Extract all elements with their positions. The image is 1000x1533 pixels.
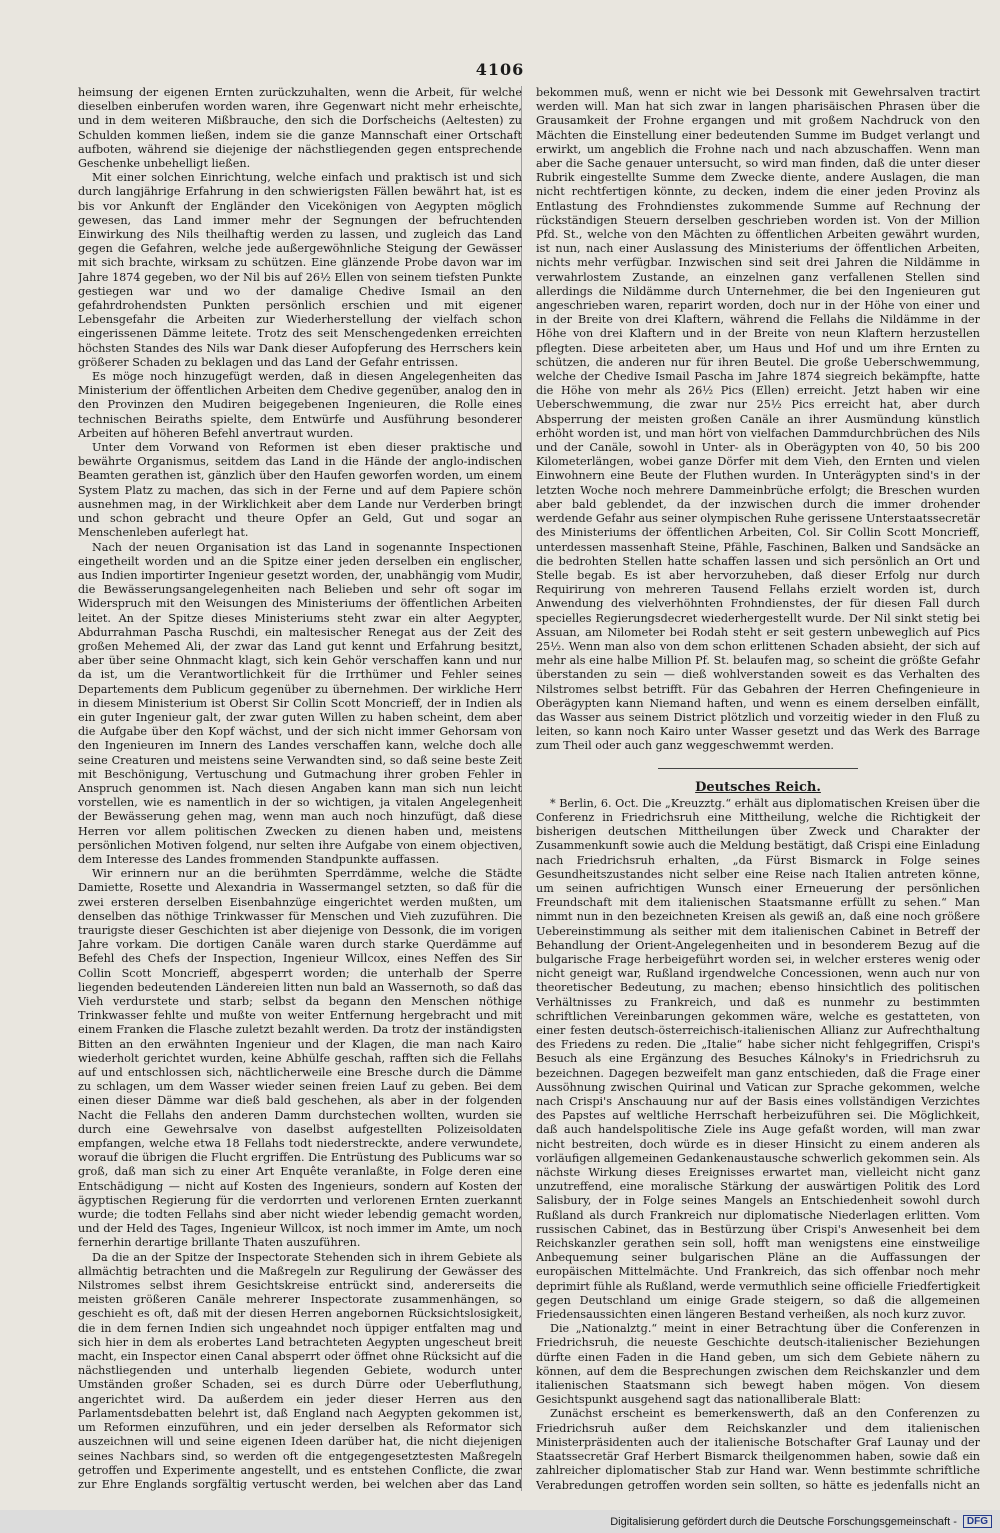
digitization-footer bbox=[0, 1510, 1000, 1533]
paragraph: bekommen muß, wenn er nicht wie bei Dessonk mit Gewehrsalven tractirt werden will. Man hat sich zwar in langen pharisäischen Phrasen über die Grausamkeit der Frohne ergangen und mit großem Nachdruck von den Mächten die Einstellung einer bedeutenden Summe im Budget verlangt und erwirkt, um angeblich die Frohne nach und nach abzuschaffen. Wenn man aber die Sache genauer untersucht, so wird man finden, daß die unter dieser Rubrik eingestellte Summe dem Zwecke diente, andere Auslagen, die man nicht rechtfertigen könnte, zu decken, indem die einer jeden Provinz als Entlastung des Frohndienstes zukommende Summe auf Rechnung der rückständigen Steuern derselben geschrieben worden ist. Von der Million Pfd. St., welche von den Mächten zu öffentlichen Arbeiten gewährt wurden, ist nun, nach einer Auslassung des Ministeriums der öffentlichen Arbeiten, nichts mehr verfügbar. Inzwischen sind seit drei Jahren die Nildämme in verwahrlostem Zustande, an einzelnen ganz verfallenen Stellen sind allerdings die Nildämme durch Unternehmer, die bei den Ingenieuren gut angeschrieben waren, reparirt worden, doch nur in der Höhe von einer und in der Breite von drei Klaftern, während die Fellahs die Nildämme in der Höhe von drei Klaftern und in der Breite von neun Klaftern herzustellen pflegten. Diese arbeiteten aber, um Haus und Hof und um ihre Ernten zu schützen, die anderen nur für ihren Beutel. Die große Ueberschwemmung, welche der Chedive Ismail Pascha im Jahre 1874 siegreich bekämpfte, hatte die Höhe von mehr als 26½ Pics (Ellen) erreicht. Jetzt haben wir eine Ueberschwemmung, die zwar nur 25½ Pics erreicht hat, aber durch Absperrung der meisten großen Canäle an ihrer Ausmündung künstlich erhöht worden ist, und man hört von vielfachen Dammdurchbrüchen des Nils und der Canäle, sowohl in Unter- als in Oberägypten von 40, 50 bis 200 Kilometerlängen, wobei ganze Dörfer mit dem Vieh, den Ernten und vielen Einwohnern eine Beute der Fluthen wurden. In Unterägypten sind's in der letzten Woche noch mehrere Dammeinbrüche erfolgt; die Breschen wurden aber bald geblendet, da der inzwischen durch die immer drohender werdende Gefahr aus seiner olympischen Ruhe gerissene Unterstaatssecretär des Ministeriums der öffentlichen Arbeiten, Col. Sir Collin Scott Moncrieff, unterdessen massenhaft Steine, Pfähle, Faschinen, Balken und Sandsäcke an die bedrohten Stellen hatte schaffen lassen und sich persönlich an Ort und Stelle begab. Es ist aber hervorzuheben, daß dieser Erfolg nur durch Requirirung von mehreren Tausend Fellahs erzielt worden ist, durch Anwendung des vielverhöhnten Frohndienstes, der für diesen Fall durch specielles Regierungsdecret wiederhergestellt wurde. Der Nil sinkt stetig bei Assuan, am Nilometer bei Rodah steht er seit gestern unbeweglich auf Pics 25½. Wenn man also von dem schon erlittenen Schaden absieht, der sich auf mehr als eine halbe Million Pf. St. belaufen mag, so scheint die größte Gefahr überstanden zu sein — dieß wohlverstanden soweit es das Verhalten des Nilstromes selbst betrifft. Für das Gebahren der Herren Chefingenieure in Oberägypten kann Niemand haften, und wenn es einem derselben einfällt, das Wasser aus seinem District plötzlich und vorzeitig wieder in den Fluß zu leiten, so kann noch Kairo unter Wasser gesetzt und das Werk des Barrage zum Theil oder auch ganz weggeschwemmt werden. bbox=[536, 86, 980, 753]
left-column bbox=[78, 86, 522, 1491]
paragraph: Es möge noch hinzugefügt werden, daß in diesen Angelegenheiten das Ministerium der öffentlichen Arbeiten dem Chedive gegenüber, analog den in den Provinzen den Mudiren beigegebenen Ingenieuren, die Rolle eines technischen Beiraths spielte, dem Entwürfe und Ausführung besonderer Arbeiten auf höheren Befehl anvertraut wurden. bbox=[78, 370, 522, 440]
dfg-logo: DFG bbox=[963, 1515, 992, 1528]
right-column bbox=[536, 86, 980, 1491]
section-title: Deutsches Reich. bbox=[695, 779, 821, 795]
paragraph: Die „Nationalztg.“ meint in einer Betrachtung über die Conferenzen in Friedrichsruh, die neueste Geschichte deutsch-italienischer Beziehungen dürfte einen Faden in die Hand geben, um sich dem Gebiete nähern zu können, auf dem die Besprechungen zwischen dem Reichskanzler und dem italienischen Staatsmann sich bewegt haben mögen. Von diesem Gesichtspunkt ausgehend sagt das nationalliberale Blatt: bbox=[536, 1322, 980, 1407]
paragraph: Mit einer solchen Einrichtung, welche einfach und praktisch ist und sich durch langjährige Erfahrung in den schwierigsten Fällen bewährt hat, ist es bis vor Ankunft der Engländer den Vicekönigen von Aegypten möglich gewesen, das Land immer mehr der Segnungen der befruchtenden Einwirkung des Nils theilhaftig werden zu lassen, und zugleich das Land gegen die Gefahren, welche jede außergewöhnliche Steigung der Gewässer mit sich brachte, wirksam zu schützen. Eine glänzende Probe davon war im Jahre 1874 gegeben, wo der Nil bis auf 26½ Ellen von seinem tiefsten Punkte gestiegen war und wo der damalige Chedive Ismail an den gefahrdrohendsten Punkten persönlich erschien und mit eigener Lebensgefahr die Arbeiten zur Wiederherstellung der vielfach schon eingerissenen Dämme leitete. Trotz des seit Menschengedenken erreichten höchsten Standes des Nils war Dank dieser Aufopferung des Herrschers kein größerer Schaden zu beklagen und das Land der Gefahr entrissen. bbox=[78, 171, 522, 369]
section-rule bbox=[658, 768, 858, 769]
footer-text: Digitalisierung gefördert durch die Deutsche Forschungsgemeinschaft - bbox=[610, 1515, 957, 1528]
paragraph: Da die an der Spitze der Inspectorate Stehenden sich in ihrem Gebiete als allmächtig betrachten und die Maßregeln zur Regulirung der Gewässer des Nilstromes selbst ihrem Gesichtskreise entrückt sind, andererseits die meisten größeren Canäle mehrerer Inspectorate zusammenhängen, so geschieht es oft, daß mit der diesen Herren angebornen Rücksichtslosigkeit, die in dem fernen Indien sich ungeahndet noch üppiger entfalten mag und sich hier in dem als erobertes Land betrachteten Aegypten ungescheut breit macht, ein Inspector einen Canal absperrt oder öffnet ohne Rücksicht auf die nächstliegenden und unterhalb liegenden Gebiete, wodurch unter Umständen großer Schaden, sei es durch Dürre oder Ueberfluthung, angerichtet wird. Da außerdem ein jeder dieser Herren aus den Parlamentsdebatten belehrt ist, daß England nach Aegypten gekommen ist, um Reformen einzuführen, und ein jeder derselben als Reformator sich auszeichnen will und seine eigenen Ideen darüber hat, die nicht diejenigen seines Nachbars sind, so werden oft die entgegengesetztesten Maßregeln getroffen und Experimente angestellt, und es entstehen Conflicte, die zwar zur Ehre Englands sorgfältig vertuscht werden, bei welchen aber das Land bbox=[78, 1250, 522, 1491]
paragraph: Unter dem Vorwand von Reformen ist eben dieser praktische und bewährte Organismus, seitdem das Land in die Hände der anglo-indischen Beamten gerathen ist, gänzlich über den Haufen geworfen worden, um einem System Platz zu machen, das sich in der Ferne und auf dem Papiere schön ausnehmen mag, in der Wirklichkeit aber dem Lande nur Verderben bringt und schon gebracht und theure Opfer an Geld, Gut und sogar an Menschenleben auferlegt hat. bbox=[78, 441, 522, 540]
paragraph: * Berlin, 6. Oct. Die „Kreuzztg.“ erhält aus diplomatischen Kreisen über die Conferenz in Friedrichsruh eine Mittheilung, welche die Richtigkeit der bisherigen deutschen Mittheilungen über Zweck und Charakter der Zusammenkunft sowie auch die Meldung bestätigt, daß Crispi eine Einladung nach Friedrichsruh erhalten, „da Fürst Bismarck in Folge seines Gesundheitszustandes nicht selber eine Reise nach Italien antreten könne, um seinen aufrichtigen Wunsch einer Erneuerung der persönlichen Freundschaft mit dem italienischen Staatsmanne erfüllt zu sehen.“ Man nimmt nun in den bezeichneten Kreisen als gewiß an, daß eine noch größere Uebereinstimmung als seither mit dem italienischen Cabinet in Betreff der Behandlung der Orient-Angelegenheiten und in besonderem Bezug auf die bulgarische Frage herbeigeführt worden sei, in welcher ersteres wenig oder nicht geneigt war, Rußland irgendwelche Concessionen, wenn auch nur von theoretischer Bedeutung, zu machen; ebenso hinsichtlich des politischen Verhältnisses zu Frankreich, und daß es nunmehr zu bestimmten schriftlichen Vereinbarungen gekommen wäre, welche es gestatteten, von einer festen deutsch-österreichisch-italienischen Allianz zur Aufrechthaltung des Friedens zu reden. Die „Italie“ habe sicher nicht fehlgegriffen, Crispi's Besuch als eine Ergänzung des Besuches Kálnoky's in Friedrichsruh zu bezeichnen. Dagegen bezweifelt man ganz entschieden, daß die Frage einer Aussöhnung zwischen Quirinal und Vatican zur Sprache gekommen, welche nach Crispi's Anschauung nur auf der Basis eines vollständigen Verzichtes des Papstes auf weltliche Herrschaft herbeizuführen sei. Die Möglichkeit, daß auch handelspolitische Ziele ins Auge gefaßt worden, will man zwar nicht bestreiten, doch würde es in dieser Hinsicht zu einem anderen als vorläufigen allgemeinen Gedankenaustausche schwerlich gekommen sein. Als nächste Wirkung dieses Ereignisses erwartet man, vielleicht nicht ganz unzutreffend, eine moralische Stärkung der auswärtigen Politik des Lord Salisbury, der in Folge seines Mangels an Entschiedenheit sowohl durch Rußland als durch Frankreich nur diplomatische Niederlagen erlitten. Vom russischen Cabinet, das in Bestürzung über Crispi's Anwesenheit bei dem Reichskanzler gerathen sein soll, hofft man wenigstens eine einstweilige Anbequemung seiner bulgarischen Pläne an die Auffassungen der europäischen Mittelmächte. Und Frankreich, das sich offenbar noch mehr deprimirt fühle als Rußland, werde vermuthlich seine officielle Friedfertigkeit gegen Deutschland um einige Grade steigern, so daß die allgemeinen Friedensaussichten einen längeren Bestand verheißen, als noch kurz zuvor. bbox=[536, 796, 980, 1322]
paragraph: heimsung der eigenen Ernten zurückzuhalten, wenn die Arbeit, für welche dieselben einberufen worden waren, ihre Gegenwart nicht mehr erheischte, und in dem weiteren Mißbrauche, den sich die Dorfscheichs (Aeltesten) zu Schulden kommen ließen, indem sie die ganze Mannschaft einer Ortschaft aufboten, während sie diejenige der nächstliegenden gegen entsprechende Geschenke unbehelligt ließen. bbox=[78, 86, 522, 171]
paragraph: Wir erinnern nur an die berühmten Sperrdämme, welche die Städte Damiette, Rosette und Alexandria in Wassermangel setzten, so daß für die zwei ersteren derselben Eisenbahnzüge eingerichtet werden mußten, um denselben das nöthige Trinkwasser für Menschen und Vieh zuzuführen. Die traurigste dieser Geschichten ist aber diejenige von Dessonk, die im vorigen Jahre vorkam. Die dortigen Canäle waren durch starke Querdämme auf Befehl des Chefs der Inspection, Ingenieur Willcox, eines Neffen des Sir Collin Scott Moncrieff, abgesperrt worden; die unterhalb der Sperre liegenden bedeutenden Ländereien litten nun bald an Wassernoth, so daß das Vieh verdurstete und starb; selbst da begann den Menschen nöthige Trinkwasser fehlte und mußte von weiter Entfernung hergebracht und mit einem Franken die Flasche zuletzt bezahlt werden. Da trotz der inständigsten Bitten an den erwähnten Ingenieur und der Klagen, die man nach Kairo wiederholt gerichtet wurden, keine Abhülfe geschah, rafften sich die Fellahs auf und entschlossen sich, nächtlicherweile eine Bresche durch die Dämme zu schlagen, um dem Wasser wieder seinen freien Lauf zu geben. Bei dem einen dieser Dämme war dieß bald geschehen, als aber in der folgenden Nacht die Fellahs den anderen Damm durchstechen wollten, wurden sie durch eine Gewehrsalve von daselbst aufgestellten Polizeisoldaten empfangen, welche etwa 18 Fellahs todt niederstreckte, andere verwundete, worauf die übrigen die Flucht ergriffen. Die Entrüstung des Publicums war so groß, daß man sich zu einer Art Enquête veranlaßte, in Folge deren eine Entschädigung — nicht auf Kosten des Ingenieurs, sondern auf Kosten der ägyptischen Regierung für die verdorrten und verlorenen Ernten zuerkannt wurde; die todten Fellahs sind aber nicht wieder lebendig gemacht worden, und der Held des Tages, Ingenieur Willcox, ist noch immer im Amte, um noch fernerhin derartige brillante Thaten auszuführen. bbox=[78, 867, 522, 1250]
paragraph: Zunächst erscheint es bemerkenswerth, daß an den Conferenzen zu Friedrichsruh außer dem Reichskanzler und dem italienischen Ministerpräsidenten auch der italienische Botschafter Graf Launay und der Staatssecretär Graf Herbert Bismarck theilgenommen haben, sowie daß ein zahlreicher diplomatischer Stab zur Hand war. Wenn bestimmte schriftliche Verabredungen getroffen worden sein sollten, so hätte es jedenfalls nicht an bbox=[536, 1407, 980, 1491]
article-columns bbox=[78, 86, 980, 1491]
page-number: 4106 bbox=[475, 60, 525, 79]
paragraph: Nach der neuen Organisation ist das Land in sogenannte Inspectionen eingetheilt worden und an die Spitze einer jeden derselben ein englischer, aus Indien importirter Ingenieur gesetzt worden, der, unabhängig vom Mudir, die Bewässerungsangelegenheiten nach Belieben und sehr oft sogar im Widerspruch mit den Weisungen des Ministeriums der öffentlichen Arbeiten leitet. An der Spitze dieses Ministeriums steht zwar ein alter Aegypter, Abdurrahman Pascha Ruschdi, ein maltesischer Renegat aus der Zeit des großen Mehemed Ali, der zwar das Land gut kennt und Erfahrung besitzt, aber über seine Ohnmacht klagt, sich kein Gehör verschaffen kann und nur da ist, um die Verantwortlichkeit für die Irrthümer und Fehler seines Departements dem Publicum gegenüber zu übernehmen. Der wirkliche Herr in diesem Ministerium ist Oberst Sir Collin Scott Moncrieff, der in Indien als ein guter Ingenieur galt, der zwar guten Willen zu haben scheint, dem aber die Aufgabe über den Kopf wächst, und der sich nicht immer Gehorsam von den Ingenieuren im Innern des Landes verschaffen kann, welche doch alle seine Creaturen und meistens seine Verwandten sind, so daß seine beste Zeit mit Beschönigung, Vertuschung und Gutmachung ihrer groben Fehler in Anspruch genommen ist. Nach diesen Angaben kann man sich nun leicht vorstellen, wie es namentlich in der so wichtigen, ja vitalen Angelegenheit der Bewässerung gehen mag, wenn man auch noch hinzufügt, daß diese Herren vor allem politischen Zwecken zu dienen haben und, meistens persönlichen Motiven folgend, nur selten ihre Aufgabe von einem objectiven, dem Interesse des Landes frommenden Standpunkte auffassen. bbox=[78, 540, 522, 866]
